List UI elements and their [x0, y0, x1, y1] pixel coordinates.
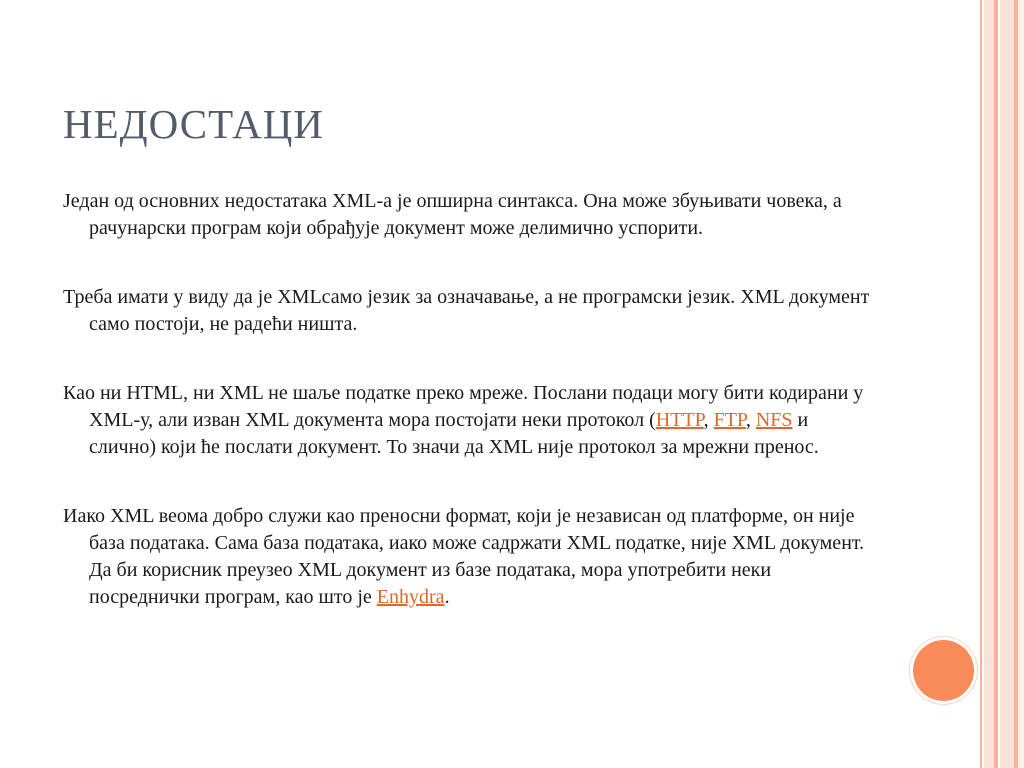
paragraph-text: и слично) који ће послати документ. То значи да XML није протокол за мрежни пренос.	[89, 409, 819, 458]
decorative-stripes	[980, 0, 1024, 768]
stripe	[1018, 0, 1024, 768]
slide-body	[63, 188, 878, 653]
stripe	[984, 0, 994, 768]
separator: ,	[703, 409, 714, 431]
decorative-circle	[913, 640, 974, 701]
link-enhydra[interactable]: Enhydra	[376, 586, 445, 608]
separator: ,	[745, 409, 756, 431]
paragraph-text: Као ни HTML, ни XML не шаље податке преко мреже. Послани подаци могу бити кодирани у XML-у, али изван XML документа мора постојати неки протокол (	[63, 382, 864, 431]
paragraph-protocol	[63, 380, 878, 461]
slide-title: НЕДОСТАЦИ	[63, 101, 324, 147]
paragraph-text: Иако XML веома добро служи као преносни формат, који је независан од платформе, он није база података. Сама база података, иако може садржати XML податке, није XML документ. Да би корисник преузео XML документ из базе података, мора употребити неки посреднички програм, као што је	[63, 505, 865, 608]
stripe	[994, 0, 998, 768]
link-http[interactable]: HTTP	[655, 409, 704, 431]
paragraph-database	[63, 503, 878, 611]
paragraph-markup-language: Треба имати у виду да је XMLсамо језик за означавање, а не програмски језик. XML документ само постоји, не радећи ништа.	[63, 286, 870, 335]
stripe	[980, 0, 982, 768]
paragraph-verbose-syntax: Један од основних недостатака XML-a је опширна синтакса. Она може збуњивати човека, а рачунарски програм који обрађује документ може делимично успорити.	[63, 190, 842, 239]
link-ftp[interactable]: FTP	[713, 409, 746, 431]
stripe	[1000, 0, 1014, 768]
paragraph-text: .	[444, 586, 450, 608]
link-nfs[interactable]: NFS	[755, 409, 793, 431]
